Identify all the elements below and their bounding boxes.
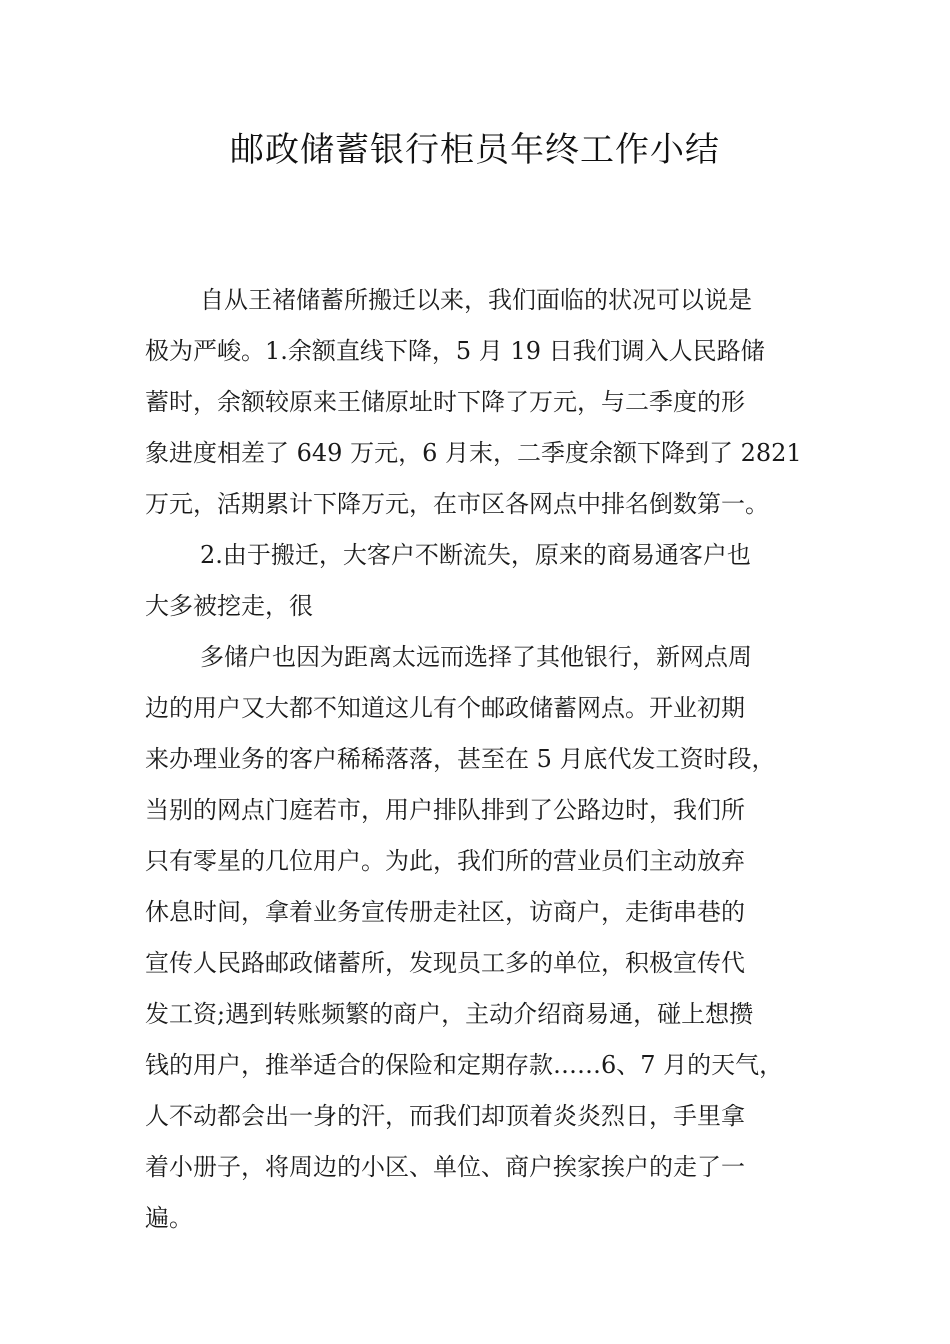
body-line: 极为严峻。1.余额直线下降，5 月 19 日我们调入人民路储 (145, 337, 765, 365)
document-title: 邮政储蓄银行柜员年终工作小结 (230, 130, 720, 170)
body-line: 边的用户又大都不知道这儿有个邮政储蓄网点。开业初期 (145, 694, 745, 722)
body-line: 万元，活期累计下降万元，在市区各网点中排名倒数第一。 (145, 490, 769, 518)
body-line: 自从王褚储蓄所搬迁以来，我们面临的状况可以说是 (200, 286, 752, 314)
body-line: 休息时间，拿着业务宣传册走社区，访商户，走街串巷的 (145, 898, 745, 926)
body-line: 来办理业务的客户稀稀落落，甚至在 5 月底代发工资时段， (145, 745, 776, 773)
body-line: 遍。 (145, 1204, 193, 1232)
document-body (145, 275, 807, 1244)
body-line: 当别的网点门庭若市，用户排队排到了公路边时，我们所 (145, 796, 745, 824)
body-line: 钱的用户，推举适合的保险和定期存款……6、7 月的天气， (145, 1051, 784, 1079)
body-line: 人不动都会出一身的汗，而我们却顶着炎炎烈日，手里拿 (145, 1102, 745, 1130)
body-line: 宣传人民路邮政储蓄所，发现员工多的单位，积极宣传代 (145, 949, 745, 977)
body-line: 2.由于搬迁，大客户不断流失，原来的商易通客户也 (200, 541, 751, 569)
body-line: 发工资;遇到转账频繁的商户，主动介绍商易通，碰上想攒 (145, 1000, 754, 1028)
body-line: 只有零星的几位用户。为此，我们所的营业员们主动放弃 (145, 847, 745, 875)
body-line: 大多被挖走，很 (145, 592, 313, 620)
body-line: 象进度相差了 649 万元，6 月末，二季度余额下降到了 2821 (145, 439, 802, 467)
body-line: 多储户也因为距离太远而选择了其他银行，新网点周 (200, 643, 752, 671)
body-line: 蓄时，余额较原来王储原址时下降了万元，与二季度的形 (145, 388, 745, 416)
body-line: 着小册子，将周边的小区、单位、商户挨家挨户的走了一 (145, 1153, 745, 1181)
